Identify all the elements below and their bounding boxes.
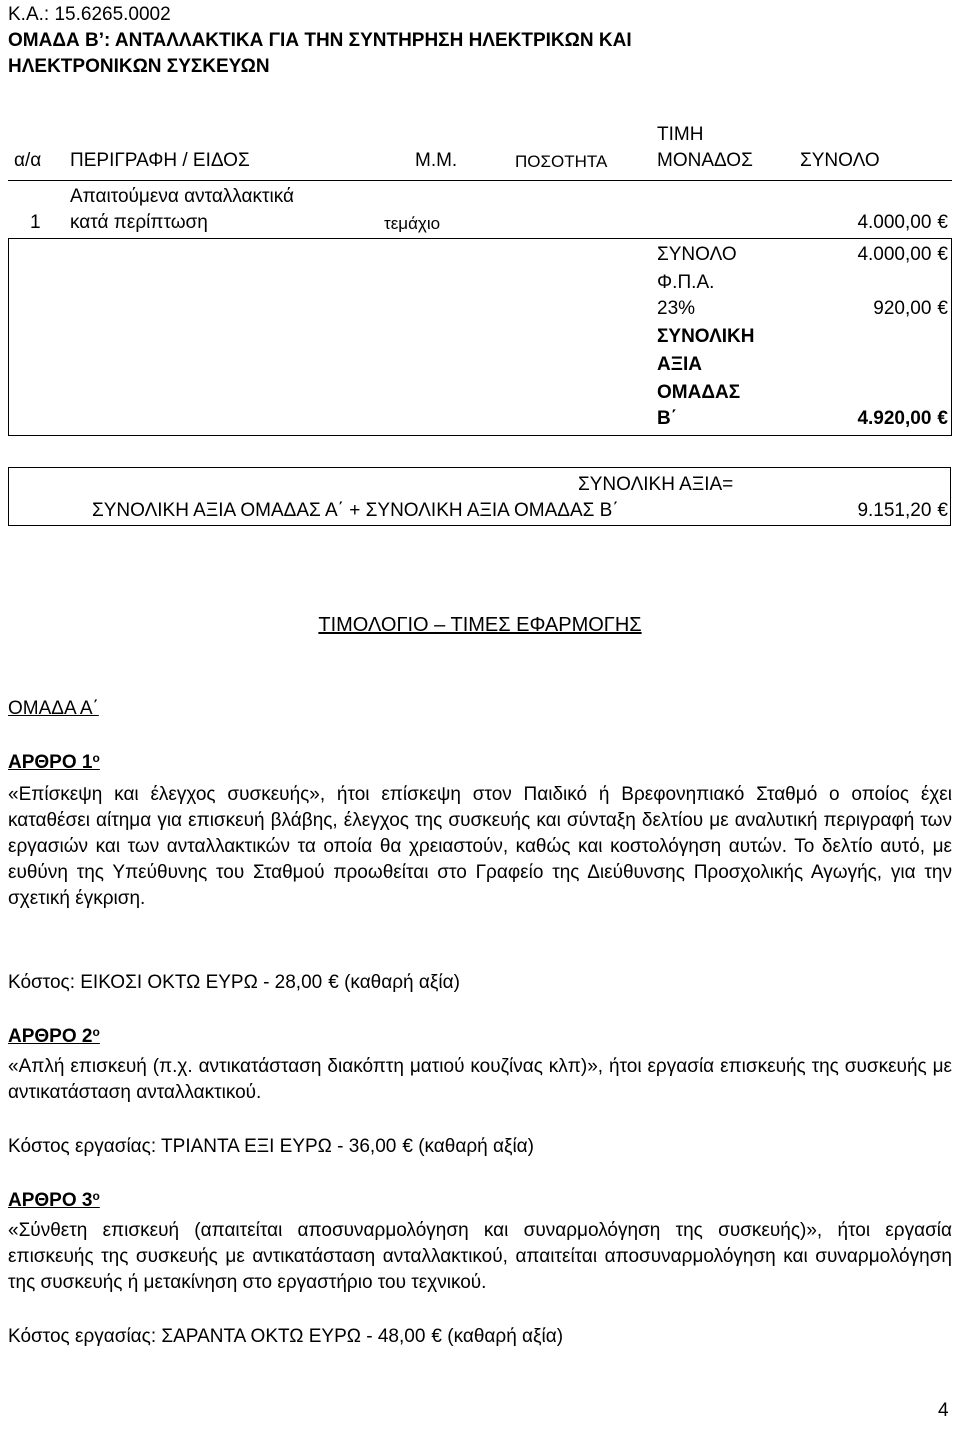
subtotal-value: 4.000,00 €	[857, 244, 948, 265]
row-aa: 1	[30, 212, 41, 233]
article-1-heading: ΑΡΘΡΟ $1^o$	[8, 751, 100, 773]
group-total-label-line3: ΟΜΑΔΑΣ	[657, 382, 741, 403]
header-quantity: ΠΟΣΟΤΗΤΑ	[515, 152, 608, 171]
row-description-line2: κατά περίπτωση	[70, 212, 208, 233]
row-total: 4.000,00 €	[857, 212, 948, 233]
euro-icon: €	[937, 212, 948, 233]
group-total-label-line1: ΣΥΝΟΛΙΚΗ	[657, 326, 755, 347]
article-3-cost: Κόστος εργασίας: ΣΑΡΑΝΤΑ ΟΚΤΩ ΕΥΡΩ - 48,00 € (καθαρή αξία)	[8, 1326, 564, 1347]
euro-icon: €	[328, 972, 339, 993]
article-2-heading: ΑΡΘΡΟ $2^o$	[8, 1025, 100, 1047]
vat-value: 920,00 €	[873, 298, 948, 319]
article-1-cost: Κόστος: ΕΙΚΟΣΙ ΟΚΤΩ ΕΥΡΩ - 28,00 € (καθαρή αξία)	[8, 972, 460, 993]
header-unit-price-line2: ΜΟΝΑΔΟΣ	[657, 150, 753, 171]
row-unit: τεμάχιο	[384, 214, 441, 233]
table-left-border	[8, 238, 9, 436]
group-title-line2: ΗΛΕΚΤΡΟΝΙΚΩΝ ΣΥΣΚΕΥΩΝ	[8, 56, 270, 77]
table-bottom-border	[8, 435, 952, 436]
euro-icon: €	[937, 408, 948, 429]
euro-icon: €	[402, 1136, 413, 1157]
group-title-line1: ΟΜΑΔΑ Β’: ΑΝΤΑΛΛΑΚΤΙΚΑ ΓΙΑ ΤΗΝ ΣΥΝΤΗΡΗΣΗ ΗΛΕΚΤΡΙΚΩΝ ΚΑΙ	[8, 30, 632, 51]
header-total: ΣΥΝΟΛΟ	[800, 150, 880, 171]
row-description-line1: Απαιτούμενα ανταλλακτικά	[70, 186, 294, 207]
account-code: Κ.Α.: 15.6265.0002	[8, 4, 171, 25]
row-divider	[8, 238, 952, 239]
article-3-heading: ΑΡΘΡΟ $3^o$	[8, 1189, 100, 1211]
article-1-text: «Επίσκεψη και έλεγχος συσκευής», ήτοι επίσκεψη στον Παιδικό ή Βρεφονηπιακό Σταθμό ο οποίος έχει καταθέσει αίτημα για επισκευή βλάβης, έλεγχος της συσκευής και σύνταξη δελτίου με αναλυτική περιγραφή των εργασιών και των ανταλλακτικών τα οποία θα χρειαστούν, καθώς και κοστολόγηση αυτών. Το δελτίο αυτό, με ευθύνη της Υπεύθυνης του Σταθμού προωθείται στο Γραφείο της Διεύθυνσης Προσχολικής Αγωγής, για την σχετική έγκριση.	[8, 784, 952, 909]
grand-total-label-line2: ΣΥΝΟΛΙΚΗ ΑΞΙΑ ΟΜΑΔΑΣ Α΄ + ΣΥΝΟΛΙΚΗ ΑΞΙΑ ΟΜΑΔΑΣ Β΄	[92, 500, 619, 521]
group-a-heading: ΟΜΑΔΑ Α΄	[8, 698, 99, 719]
vat-label-line1: Φ.Π.Α.	[657, 272, 715, 293]
euro-icon: €	[937, 244, 948, 265]
group-total-label-line4: Β΄	[657, 408, 678, 429]
subtotal-label: ΣΥΝΟΛΟ	[657, 244, 737, 265]
header-unit: Μ.Μ.	[415, 150, 458, 171]
page-number: 4	[938, 1400, 949, 1421]
header-unit-price-line1: ΤΙΜΗ	[657, 124, 704, 145]
euro-icon: €	[431, 1326, 442, 1347]
row-divider	[8, 180, 952, 181]
table-right-border	[951, 238, 952, 436]
header-description: ΠΕΡΙΓΡΑΦΗ / ΕΙΔΟΣ	[70, 150, 250, 171]
article-2-cost: Κόστος εργασίας: ΤΡΙΑΝΤΑ ΕΞΙ ΕΥΡΩ - 36,00 € (καθαρή αξία)	[8, 1136, 534, 1157]
group-total-label-line2: ΑΞΙΑ	[657, 354, 702, 375]
grand-total-value: 9.151,20 €	[857, 500, 948, 521]
article-3-text: «Σύνθετη επισκευή (απαιτείται αποσυναρμολόγηση και συναρμολόγηση της συσκευής)», ήτοι εργασία επισκευής της συσκευής με αντικατάσταση ανταλλακτικού, απαιτείται αποσυναρμολόγηση και συναρμολόγηση της συσκευής ή μετακίνηση στο εργαστήριο του τεχνικού.	[8, 1220, 952, 1293]
grand-total-label-line1: ΣΥΝΟΛΙΚΗ ΑΞΙΑ=	[578, 474, 734, 495]
pricelist-title: ΤΙΜΟΛΟΓΙΟ – ΤΙΜΕΣ ΕΦΑΡΜΟΓΗΣ	[318, 614, 642, 636]
euro-icon: €	[937, 298, 948, 319]
group-total-value: 4.920,00 €	[857, 408, 948, 429]
vat-label-line2: 23%	[657, 298, 696, 319]
euro-icon: €	[937, 500, 948, 521]
header-aa: α/α	[14, 150, 42, 171]
article-2-text: «Απλή επισκευή (π.χ. αντικατάσταση διακόπτη ματιού κουζίνας κλπ)», ήτοι εργασία επισκευής της συσκευής με αντικατάσταση ανταλλακτικού.	[8, 1056, 952, 1103]
